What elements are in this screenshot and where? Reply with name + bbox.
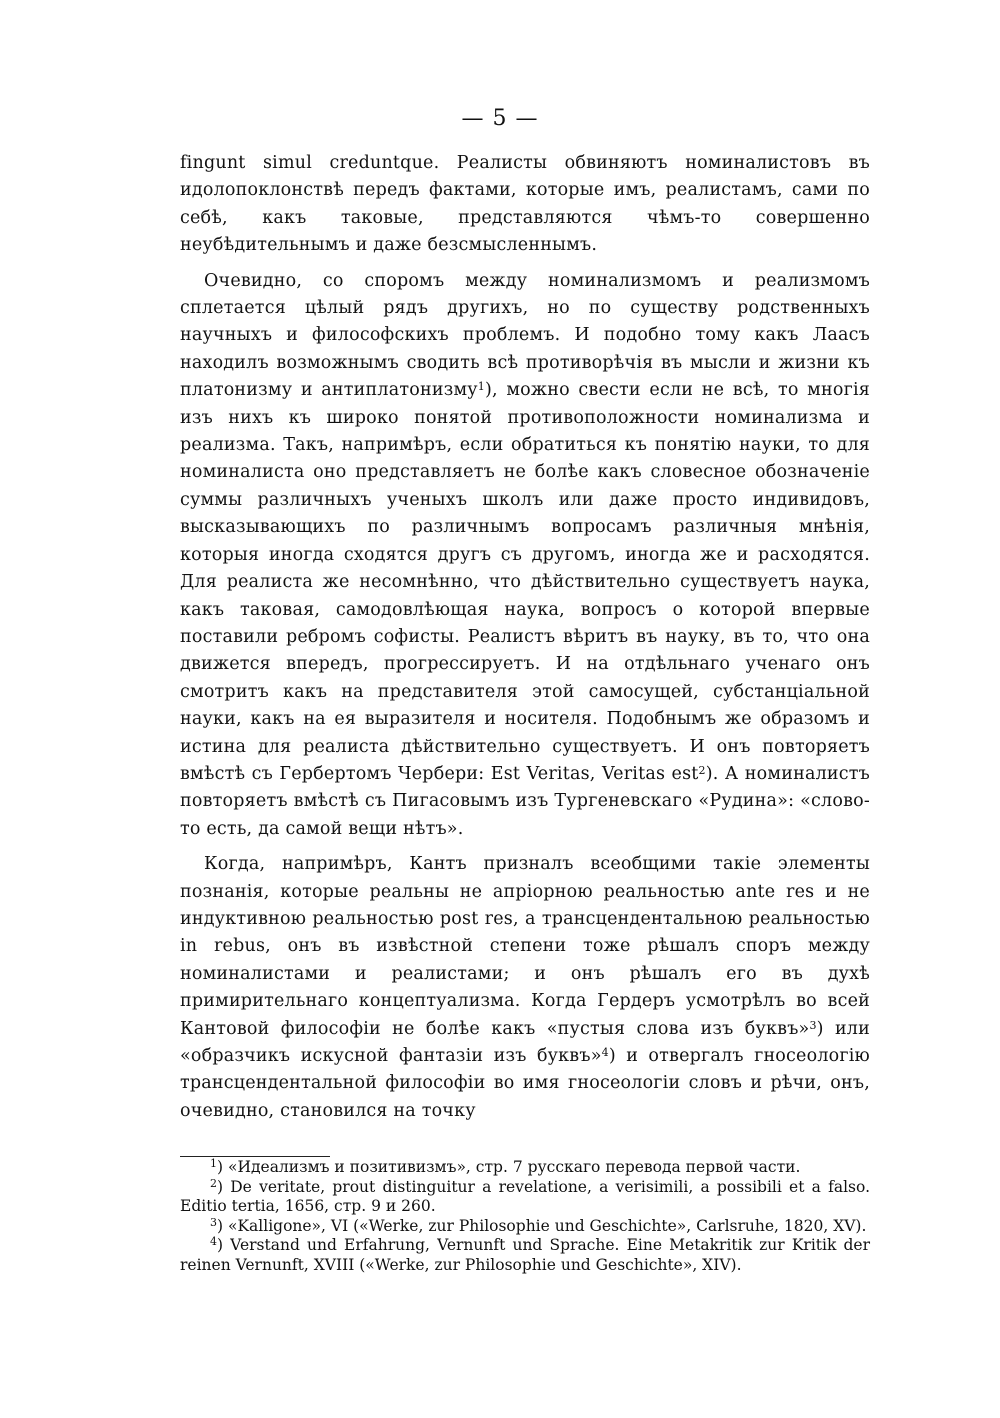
footnote-text: ) De veritate, prout distinguitur a revelatione, a verisimili, a possibili et a falso. Editio tertia, 1656, стр. 9 и 260.: [180, 1177, 870, 1215]
footnote-mark: 1: [210, 1157, 217, 1170]
footnote-divider: [180, 1156, 330, 1157]
footnote-ref-4: 4: [601, 1046, 609, 1059]
paragraph-2-text-a: Очевидно, со споромъ между номинализмомъ и реализмомъ сплетается цѣлый рядъ другихъ, но по существу родственныхъ научныхъ и философскихъ проблемъ. И подобно тому какъ Лаасъ находилъ возможнымъ сводить всѣ противорѣчія въ мысли и жизни къ платонизму и антиплатонизму: [180, 270, 870, 401]
paragraph-3-text-b: ) или «образчикъ искусной фантазіи изъ буквъ»: [180, 1018, 870, 1066]
footnote-ref-2: 2: [698, 763, 706, 777]
paragraph-3-text-c: ) и отвергалъ гносеологію трансцендентальной философіи во имя гносеологіи словъ и рѣчи, онъ, очевидно, становился на точку: [180, 1046, 870, 1121]
footnote-text: ) «Kalligone», VI («Werke, zur Philosophie und Geschichte», Carlsruhe, 1820, XV).: [217, 1216, 867, 1235]
paragraph-3-text-a: Когда, напримѣръ, Кантъ призналъ всеобщими такіе элементы познанія, которые реальны не апріорною реальностью ante res и не индуктивною реальностью post res, а трансцендентальною реальностью in rebus, онъ въ извѣстной степени тоже рѣшалъ споръ между номиналистами и реалистами; и онъ рѣшалъ его въ духѣ примирительнаго концептуализма. Когда Гердеръ усмотрѣлъ во всей Кантовой философіи не болѣе какъ «пустыя слова изъ буквъ»: [180, 854, 870, 1039]
footnote-ref-3: 3: [809, 1018, 817, 1032]
footnote-2: [180, 1178, 870, 1217]
paragraph-2: [180, 268, 870, 844]
paragraph-1: fingunt simul creduntque. Реалисты обвиняютъ номиналистовъ въ идолопоклонствѣ передъ фактами, которые имъ, реалистамъ, сами по себѣ, какъ таковые, представляются чѣмъ-то совершенно неубѣдительнымъ и даже безсмысленнымъ.: [180, 153, 870, 256]
footnotes: [180, 1158, 870, 1275]
footnote-mark: 3: [210, 1215, 217, 1229]
footnote-text: ) «Идеализмъ и позитивизмъ», стр. 7 русскаго перевода первой части.: [217, 1158, 801, 1176]
paragraph-3: [180, 851, 870, 1125]
footnote-mark: 4: [210, 1235, 217, 1248]
paragraph-2-text-b: ), можно свести если не всѣ, то многія изъ нихъ къ широко понятой противоположности номинализма и реализма. Такъ, напримѣръ, если обратиться къ понятію науки, то для номиналиста оно представляетъ не болѣе какъ словесное обозначеніе суммы различныхъ ученыхъ школъ или даже просто индивидовъ, высказывающихъ по различнымъ вопросамъ различныя мнѣнія, которыя иногда сходятся другъ съ другомъ, иногда же и расходятся. Для реалиста же несомнѣнно, что дѣйствительно существуетъ наука, какъ таковая, самодовлѣющая наука, вопросъ о которой впервые поставили ребромъ софисты. Реалистъ вѣритъ въ науку, въ то, что она движется впередъ, прогрессируетъ. И на отдѣльнаго ученаго онъ смотритъ какъ на представителя этой самосущей, субстанціальной науки, какъ на ея выразителя и носителя. Подобнымъ же образомъ и истина для реалиста дѣйствительно существуетъ. И онъ повторяетъ вмѣстѣ съ Гербертомъ Чербери: Est Veritas, Veritas est: [180, 380, 870, 784]
footnote-1: [180, 1158, 870, 1178]
footnote-4: [180, 1236, 870, 1275]
page-number: — 5 —: [461, 106, 539, 131]
paragraph-2-text-c: ). А номиналистъ повторяетъ вмѣстѣ съ Пигасовымъ изъ Тургеневскаго «Рудина»: «слово-то есть, да самой вещи нѣтъ».: [180, 763, 870, 839]
footnote-text: ) Verstand und Erfahrung, Vernunft und Sprache. Eine Metakritik zur Kritik der reinen Vernunft, XVIII («Werke, zur Philosophie und Geschichte», XIV).: [180, 1236, 870, 1274]
footnote-ref-1: 1: [477, 380, 485, 394]
main-text: [180, 150, 870, 1125]
footnote-mark: 2: [210, 1176, 217, 1190]
footnote-3: [180, 1217, 870, 1237]
